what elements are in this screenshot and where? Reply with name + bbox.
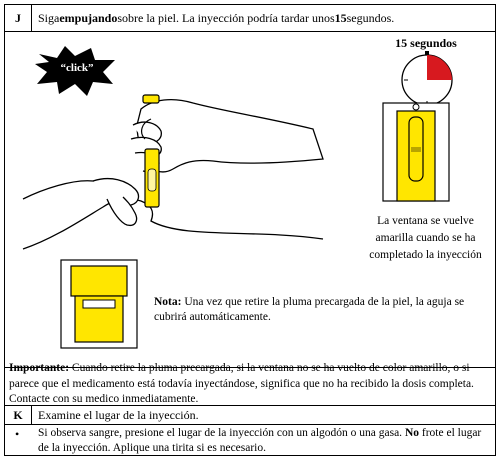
important-body: Cuando retire la pluma precargada, si la ventana no se ha vuelto de color amarillo, o si parece que el medicamento está todavía inyectándose, significa que no ha recibido la dosis completa. Contacte con su medico inmediatamente. <box>9 362 474 405</box>
hand-pen-illustration <box>23 89 333 269</box>
step-k-bullet-row <box>5 425 495 456</box>
instruction-sheet <box>4 4 496 456</box>
timer-label: 15 segundos <box>395 36 457 50</box>
bullet-text-post: frote el lugar de la inyección. Aplique una tirita si es necesario. <box>38 427 482 454</box>
note-label: Nota: <box>154 296 182 308</box>
step-k-bullet-text <box>38 426 490 456</box>
note-text <box>154 295 494 325</box>
bullet-text-pre: Si observa sangre, presione el lugar de la inyección con un algodón o una gasa. <box>38 427 405 439</box>
step-k-letter: K <box>5 406 32 424</box>
note-body: Una vez que retire la pluma precargada de la piel, la aguja se cubrirá automáticamente. <box>154 296 465 323</box>
step-j-text <box>38 5 394 31</box>
step-j-text-mid: sobre la piel. La inyección podría tardar unos <box>117 10 335 25</box>
bullet-marker: • <box>15 427 20 441</box>
step-j-text-bold: empujando <box>59 10 118 25</box>
important-paragraph <box>9 361 493 408</box>
pen-tip-illustration <box>61 260 137 348</box>
click-label: “click” <box>60 62 94 74</box>
step-k-row <box>5 405 495 425</box>
window-caption: La ventana se vuelve amarilla cuando se ha completado la inyección <box>369 215 482 261</box>
step-j-seconds: 15 <box>334 10 347 25</box>
step-k-text: Examine el lugar de la inyección. <box>38 407 199 422</box>
pen-window-illustration <box>383 97 449 209</box>
important-label: Importante: <box>9 362 70 374</box>
bullet-text-bold: No <box>404 427 419 439</box>
step-j-letter: J <box>5 5 32 31</box>
step-j-row <box>5 5 495 32</box>
step-j-text-post: segundos. <box>346 10 395 25</box>
step-j-text-pre: Siga <box>38 10 60 25</box>
